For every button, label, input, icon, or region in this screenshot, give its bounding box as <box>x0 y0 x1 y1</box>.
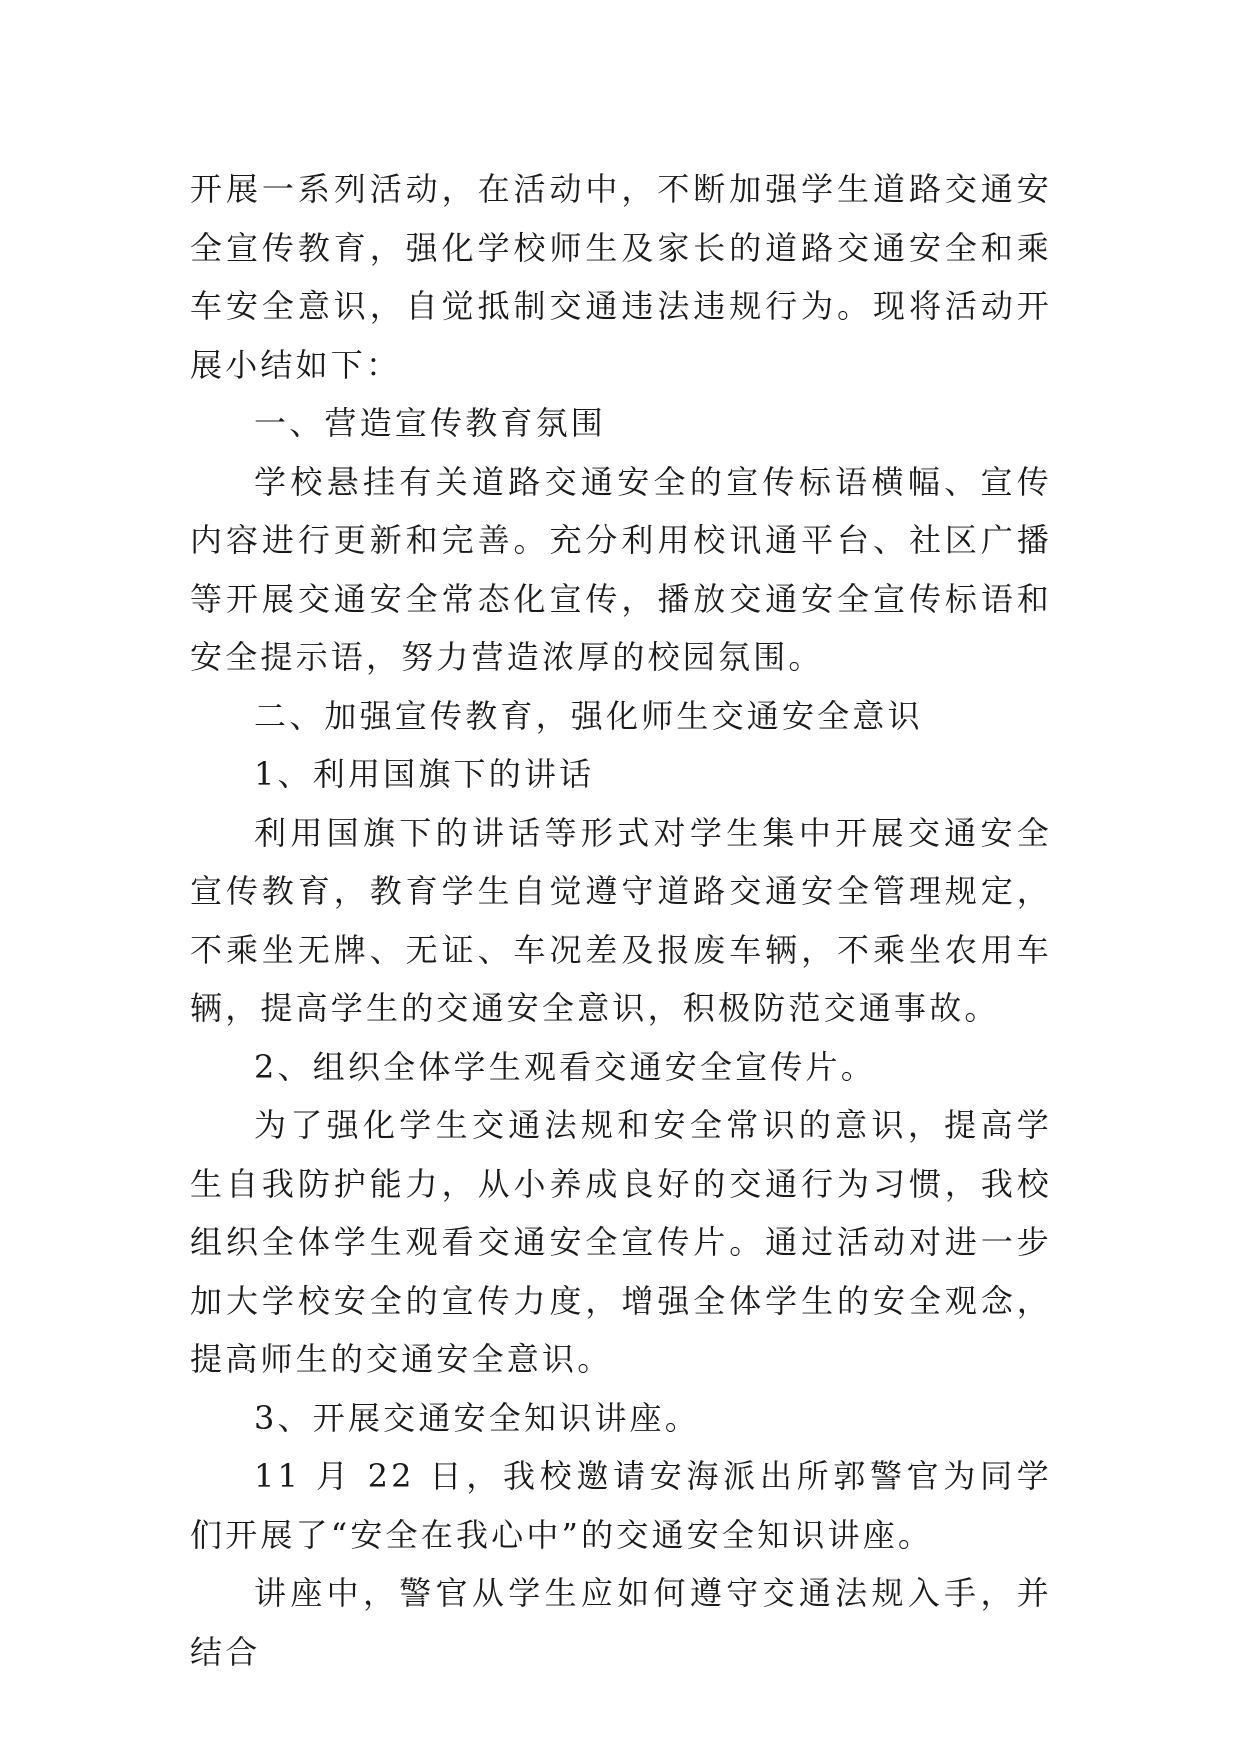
subheading-item-2: 2、组织全体学生观看交通安全宣传片。 <box>254 1047 876 1086</box>
subheading-item-1: 1、利用国旗下的讲话 <box>254 755 595 793</box>
paragraph-item-1: 利用国旗下的讲话等形式对学生集中开展交通安全宣传教育，教育学生自觉遵守道路交通安全管理规定，不乘坐无牌、无证、车况差及报废车辆，不乘坐农用车辆，提高学生的交通安全意识，积极防范交通事故。 <box>190 813 1052 1027</box>
paragraph-item-3: 11 月 22 日，我校邀请安海派出所郭警官为同学们开展了“安全在我心中”的交通安全知识讲座。 <box>190 1457 1052 1554</box>
document-body <box>190 160 1052 1681</box>
paragraph-item-2: 为了强化学生交通法规和安全常识的意识，提高学生自我防护能力，从小养成良好的交通行为习惯，我校组织全体学生观看交通安全宣传片。通过活动对进一步加大学校安全的宣传力度，增强全体学生的安全观念，提高师生的交通安全意识。 <box>190 1106 1052 1378</box>
heading-section-1: 一、营造宣传教育氛围 <box>254 404 607 442</box>
paragraph-section-1: 学校悬挂有关道路交通安全的宣传标语横幅、宣传内容进行更新和完善。充分利用校讯通平台、社区广播等开展交通安全常态化宣传，播放交通安全宣传标语和安全提示语，努力营造浓厚的校园氛围。 <box>190 462 1052 676</box>
paragraph-intro: 开展一系列活动，在活动中，不断加强学生道路交通安全宣传教育，强化学校师生及家长的道路交通安全和乘车安全意识，自觉抵制交通违法违规行为。现将活动开展小结如下： <box>190 170 1052 384</box>
subheading-item-3: 3、开展交通安全知识讲座。 <box>254 1398 700 1437</box>
paragraph-lecture: 讲座中，警官从学生应如何遵守交通法规入手，并结合 <box>190 1574 1052 1671</box>
heading-section-2: 二、加强宣传教育，强化师生交通安全意识 <box>254 696 923 735</box>
